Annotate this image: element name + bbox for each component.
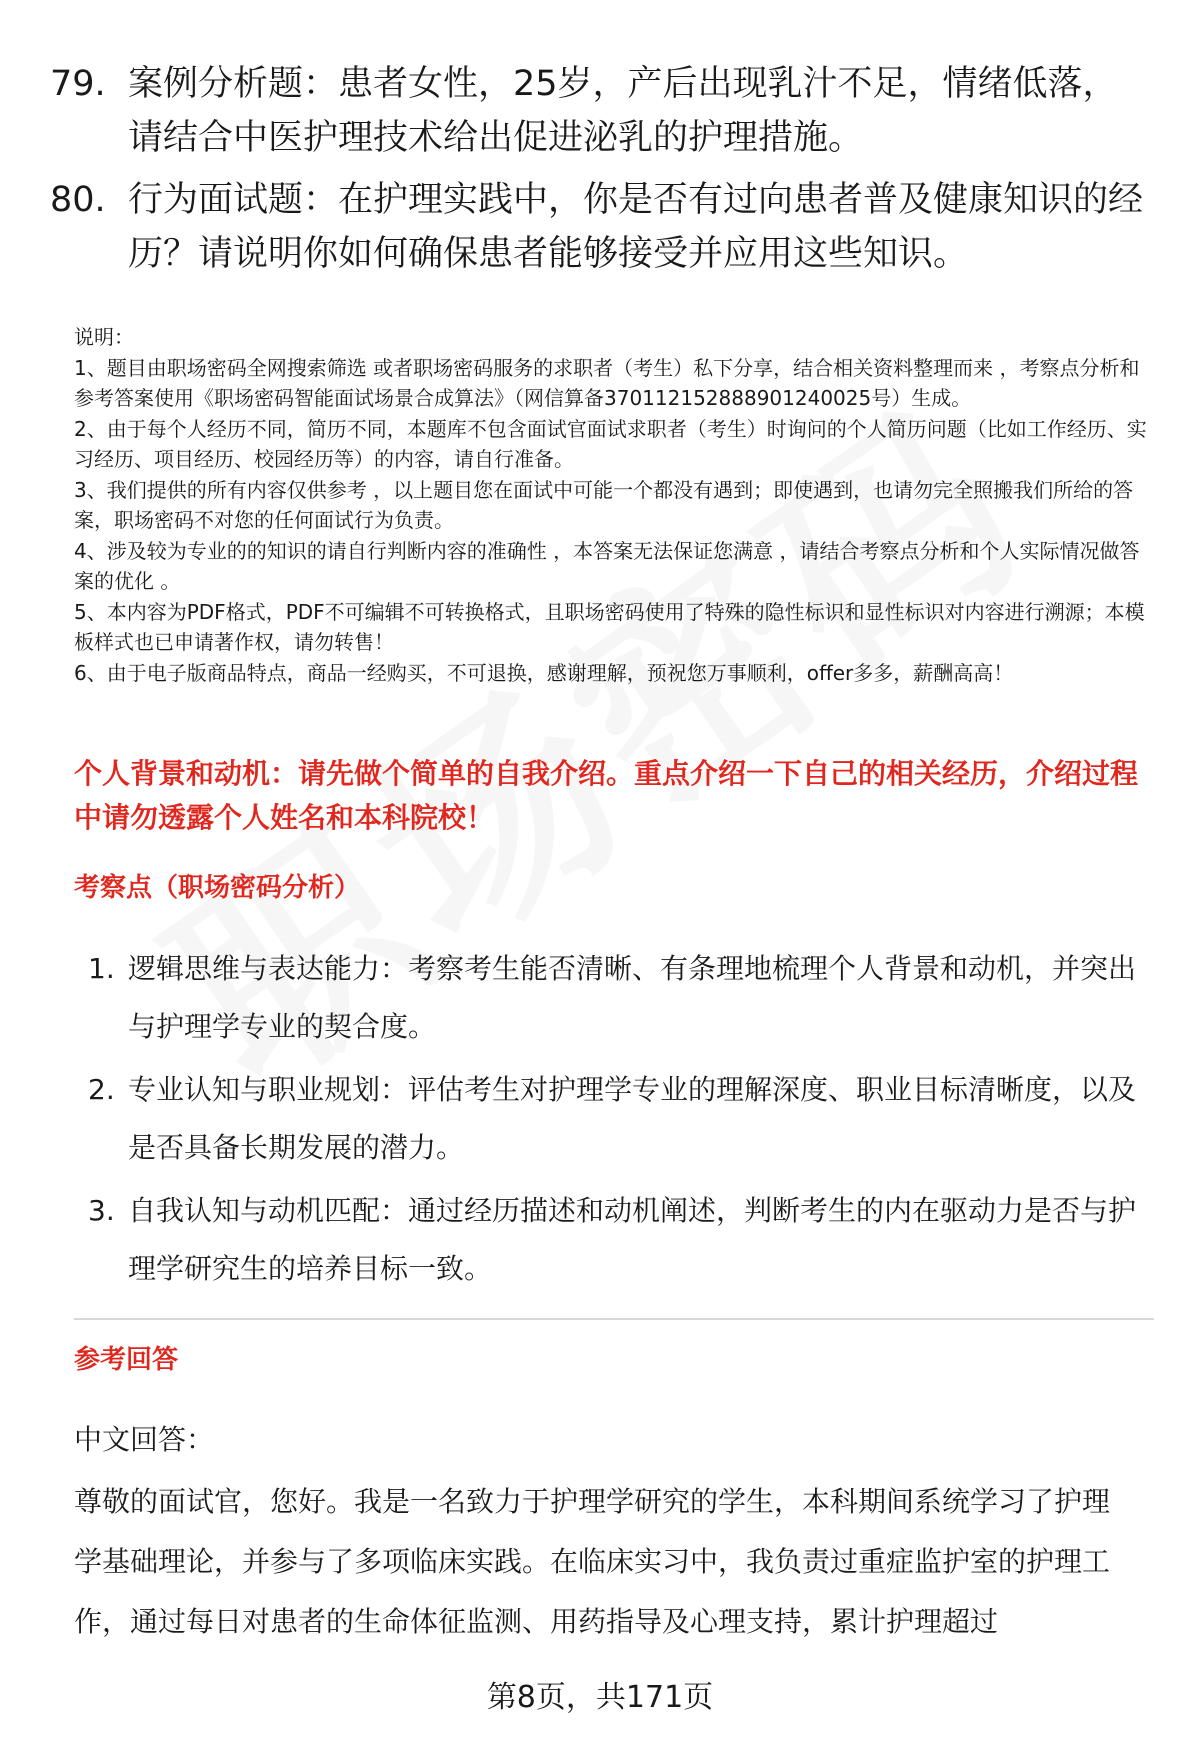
note-item: 6、由于电子版商品特点，商品一经购买，不可退换，感谢理解，预祝您万事顺利，offer多多，薪酬高高！ — [74, 660, 1014, 685]
list-item-text: 自我认知与动机匹配：通过经历描述和动机阐述，判断考生的内在驱动力是否与护理学研究生的培养目标一致。 — [128, 1194, 1137, 1285]
question-text: 行为面试题：在护理实践中，你是否有过向患者普及健康知识的经历？请说明你如何确保患者能够接受并应用这些知识。 — [128, 180, 1144, 274]
question-number: 79. — [50, 64, 106, 104]
list-item-text: 逻辑思维与表达能力：考察考生能否清晰、有条理地梳理个人背景和动机，并突出与护理学专业的契合度。 — [128, 952, 1137, 1043]
answer-body: 尊敬的面试官，您好。我是一名致力于护理学研究的学生，本科期间系统学习了护理学基础理论，并参与了多项临床实践。在临床实习中，我负责过重症监护室的护理工作，通过每日对患者的生命体征监测、用药指导及心理支持，累计护理超过 — [74, 1485, 1111, 1638]
note-item: 3、我们提供的所有内容仅供参考 ，以上题目您在面试中可能一个都没有遇到；即使遇到，也请勿完全照搬我们所给的答案，职场密码不对您的任何面试行为负责。 — [74, 477, 1134, 532]
note-item: 5、本内容为PDF格式，PDF不可编辑不可转换格式，且职场密码使用了特殊的隐性标识和显性标识对内容进行溯源；本模板样式也已申请著作权，请勿转售！ — [74, 599, 1145, 654]
points-list — [74, 940, 1164, 1303]
answer-label: 中文回答： — [74, 1423, 215, 1456]
note-item: 2、由于每个人经历不同，简历不同，本题库不包含面试官面试求职者（考生）时询问的个人简历问题（比如工作经历、实习经历、项目经历、校园经历等）的内容，请自行准备。 — [74, 416, 1147, 471]
note-item: 4、涉及较为专业的的知识的请自行判断内容的准确性 ，本答案无法保证您满意 ，请结合考察点分析和个人实际情况做答案的优化 。 — [74, 538, 1140, 593]
list-item — [74, 940, 1164, 1056]
question-text: 案例分析题：患者女性，25岁，产后出现乳汁不足，情绪低落，请结合中医护理技术给出促进泌乳的护理措施。 — [128, 64, 1118, 158]
question-number: 80. — [50, 180, 106, 220]
notes-section — [74, 322, 1154, 688]
list-item-text: 专业认知与职业规划：评估考生对护理学专业的理解深度、职业目标清晰度，以及是否具备长期发展的潜力。 — [128, 1073, 1137, 1164]
list-item-number: 3. — [88, 1194, 115, 1227]
list-item — [74, 1061, 1164, 1177]
list-item-number: 1. — [88, 952, 115, 985]
answer-heading: 参考回答 — [74, 1345, 179, 1375]
page-footer: 第8页，共171页 — [486, 1680, 714, 1715]
notes-title: 说明： — [74, 325, 134, 349]
note-item: 1、题目由职场密码全网搜索筛选 或者职场密码服务的求职者（考生）私下分享，结合相关资料整理而来 ，考察点分析和参考答案使用《职场密码智能面试场景合成算法》（网信算备370112152888901240025号）生成。 — [74, 355, 1140, 410]
list-item-number: 2. — [88, 1073, 115, 1106]
points-heading: 考察点（职场密码分析） — [74, 873, 361, 903]
main-question-heading: 个人背景和动机：请先做个简单的自我介绍。重点介绍一下自己的相关经历，介绍过程中请勿透露个人姓名和本科院校！ — [74, 757, 1139, 834]
list-item — [74, 1182, 1164, 1298]
divider — [74, 1318, 1154, 1320]
